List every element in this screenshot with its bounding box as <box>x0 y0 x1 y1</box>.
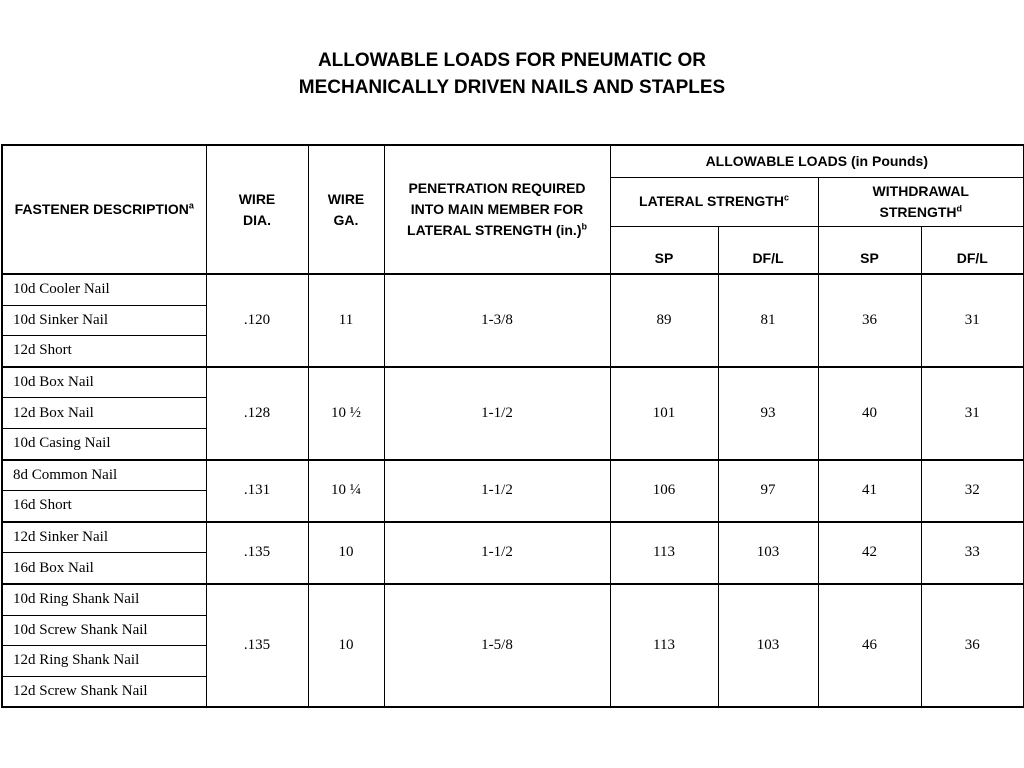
table-body <box>2 274 1024 707</box>
wire-dia-cell: .128 <box>206 367 308 460</box>
fastener-cell: 12d Box Nail <box>2 398 206 429</box>
lateral-dfl-cell: 103 <box>718 584 818 707</box>
wire-dia-cell: .120 <box>206 274 308 367</box>
lateral-dfl-cell: 93 <box>718 367 818 460</box>
fastener-cell: 10d Sinker Nail <box>2 305 206 336</box>
wire-ga-cell: 10 ½ <box>308 367 384 460</box>
title-line-1: ALLOWABLE LOADS FOR PNEUMATIC OR <box>317 50 707 71</box>
fastener-cell: 12d Ring Shank Nail <box>2 646 206 677</box>
lateral-sp-cell: 101 <box>610 367 718 460</box>
header-lateral-dfl: DF/L <box>718 226 818 274</box>
title-line-2: MECHANICALLY DRIVEN NAILS AND STAPLES <box>298 77 726 98</box>
penetration-cell: 1-1/2 <box>384 367 610 460</box>
withdrawal-sp-cell: 40 <box>818 367 921 460</box>
withdrawal-sp-cell: 36 <box>818 274 921 367</box>
table-row <box>2 460 1024 491</box>
withdrawal-dfl-cell: 32 <box>921 460 1024 522</box>
wire-dia-cell: .135 <box>206 522 308 584</box>
fastener-cell: 12d Screw Shank Nail <box>2 676 206 707</box>
penetration-cell: 1-5/8 <box>384 584 610 707</box>
header-wire-ga: WIRE GA. <box>308 145 384 274</box>
table-row <box>2 522 1024 553</box>
withdrawal-sp-cell: 42 <box>818 522 921 584</box>
header-penetration: PENETRATION REQUIRED INTO MAIN MEMBER FOR LATERAL STRENGTH $(in.)^b$ <box>384 145 610 274</box>
withdrawal-dfl-cell: 33 <box>921 522 1024 584</box>
fastener-cell: 10d Cooler Nail <box>2 274 206 305</box>
footnote-d: d <box>956 202 963 213</box>
fastener-cell: 12d Sinker Nail <box>2 522 206 553</box>
footnote-b: b <box>581 221 587 232</box>
header-lateral-sp: SP <box>610 226 718 274</box>
penetration-cell: 1-1/2 <box>384 460 610 522</box>
header-fastener-description: FASTENER DESCRIPTION$^a$ <box>2 145 206 274</box>
fastener-cell: 10d Ring Shank Nail <box>2 584 206 615</box>
withdrawal-dfl-cell: 31 <box>921 274 1024 367</box>
header-allowable-loads: ALLOWABLE LOADS (in Pounds) <box>610 145 1024 177</box>
fastener-cell: 16d Box Nail <box>2 553 206 584</box>
table-row <box>2 274 1024 305</box>
wire-ga-cell: 10 ¼ <box>308 460 384 522</box>
header-withdrawal-sp: SP <box>818 226 921 274</box>
table-row <box>2 584 1024 615</box>
header-lateral-strength: LATERAL STRENGTH$^c$ <box>610 177 818 226</box>
header-withdrawal-strength: WITHDRAWAL STRENGTH$^d$ <box>818 177 1024 226</box>
allowable-loads-table <box>1 144 1024 708</box>
table-row <box>2 367 1024 398</box>
wire-ga-cell: 10 <box>308 522 384 584</box>
footnote-a: a <box>188 200 194 211</box>
fastener-cell: 10d Casing Nail <box>2 428 206 459</box>
page-title <box>0 47 1024 101</box>
fastener-cell: 16d Short <box>2 491 206 522</box>
lateral-sp-cell: 113 <box>610 584 718 707</box>
lateral-sp-cell: 89 <box>610 274 718 367</box>
withdrawal-sp-cell: 46 <box>818 584 921 707</box>
wire-dia-cell: .131 <box>206 460 308 522</box>
wire-ga-cell: 11 <box>308 274 384 367</box>
withdrawal-dfl-cell: 31 <box>921 367 1024 460</box>
penetration-cell: 1-3/8 <box>384 274 610 367</box>
wire-dia-cell: .135 <box>206 584 308 707</box>
penetration-cell: 1-1/2 <box>384 522 610 584</box>
footnote-c: c <box>783 192 789 203</box>
header-wire-dia: WIRE DIA. <box>206 145 308 274</box>
lateral-sp-cell: 106 <box>610 460 718 522</box>
lateral-dfl-cell: 103 <box>718 522 818 584</box>
withdrawal-sp-cell: 41 <box>818 460 921 522</box>
header-withdrawal-dfl: DF/L <box>921 226 1024 274</box>
lateral-dfl-cell: 97 <box>718 460 818 522</box>
lateral-dfl-cell: 81 <box>718 274 818 367</box>
fastener-cell: 8d Common Nail <box>2 460 206 491</box>
fastener-cell: 10d Screw Shank Nail <box>2 615 206 646</box>
wire-ga-cell: 10 <box>308 584 384 707</box>
lateral-sp-cell: 113 <box>610 522 718 584</box>
withdrawal-dfl-cell: 36 <box>921 584 1024 707</box>
fastener-cell: 10d Box Nail <box>2 367 206 398</box>
fastener-cell: 12d Short <box>2 336 206 367</box>
